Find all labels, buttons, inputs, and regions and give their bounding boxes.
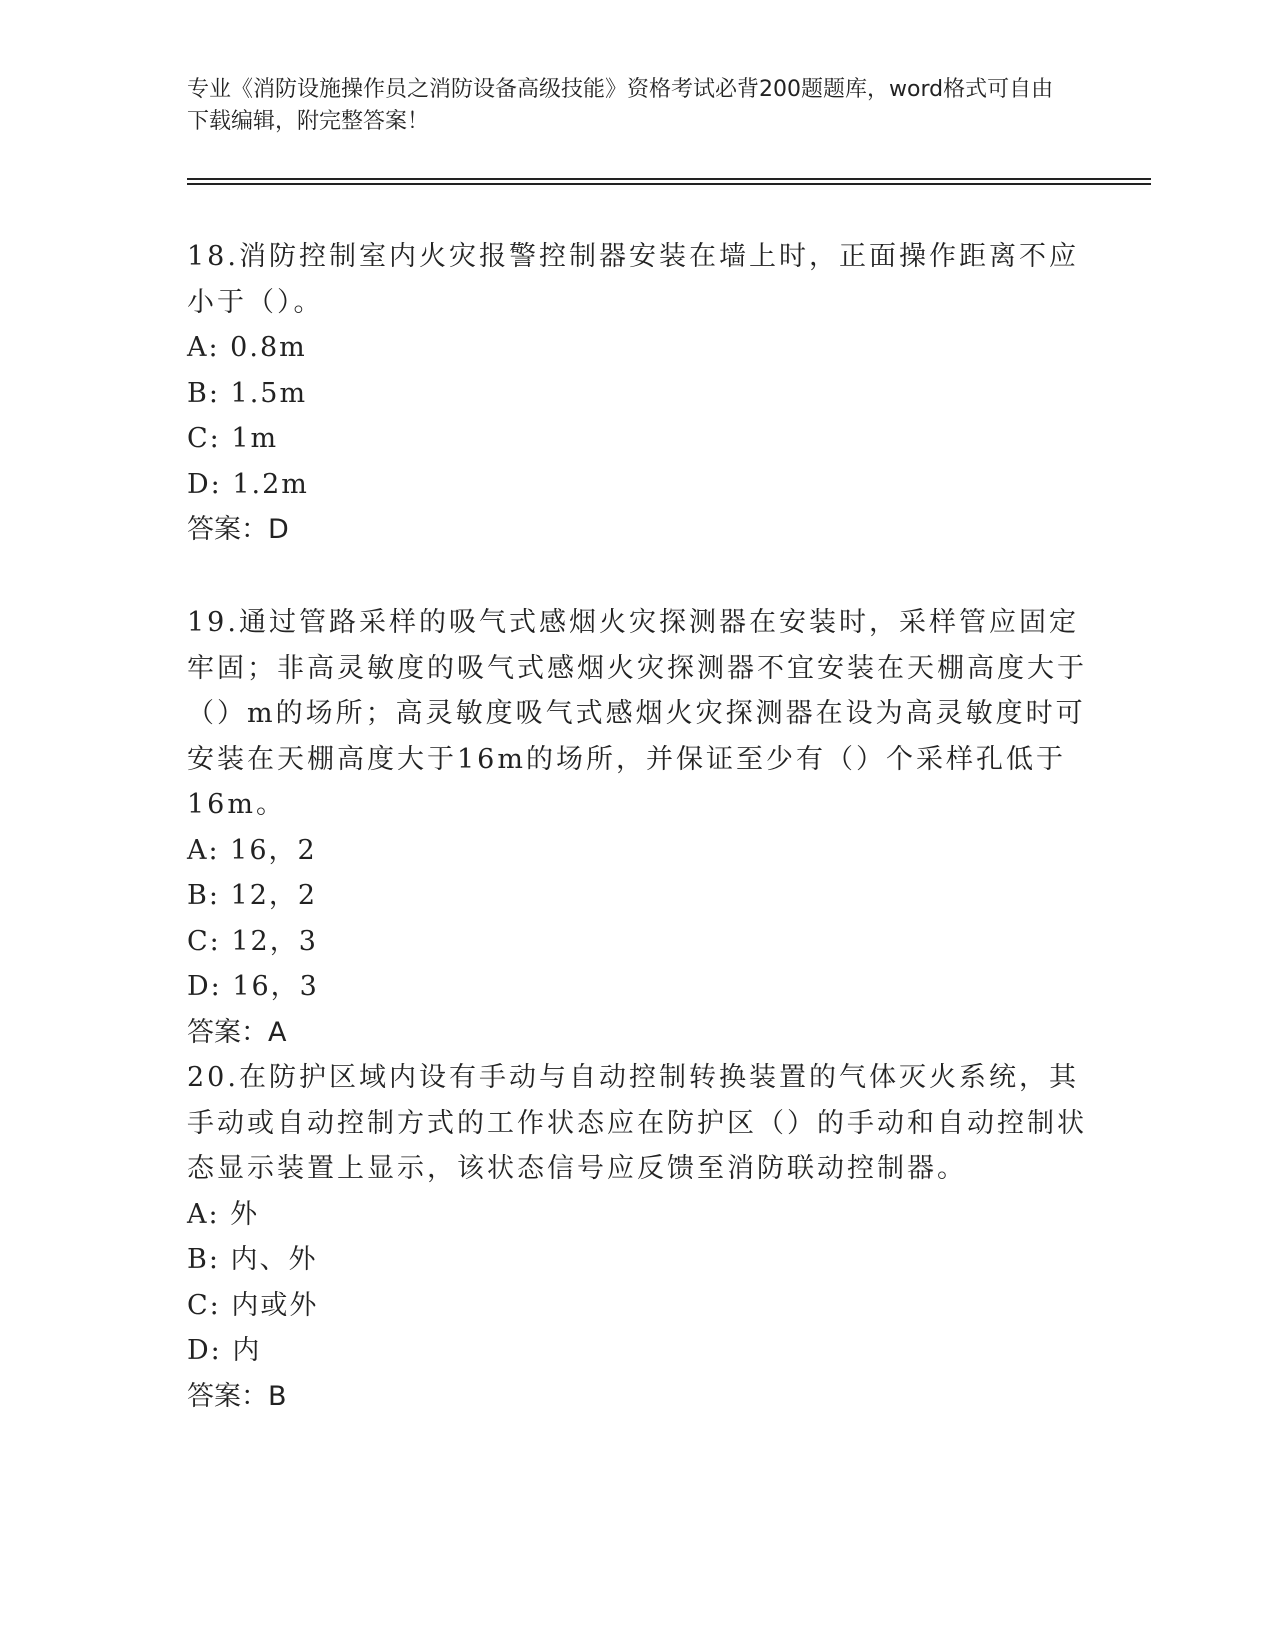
option-c: C: 内或外 (187, 1289, 319, 1321)
option-d: D: 16，3 (187, 971, 319, 1002)
option-a: A: 16，2 (187, 834, 317, 866)
question-text: 19.通过管路采样的吸气式感烟火灾探测器在安装时，采样管应固定牢固；非高灵敏度的吸气式感烟火灾探测器不宜安装在天棚高度大于（）m的场所；高灵敏度吸气式感烟火灾探测器在设为高灵敏度时可安装在天棚高度大于16m的场所，并保证至少有（）个采样孔低于16m。 (187, 607, 1087, 820)
option-b: B: 12，2 (187, 880, 318, 911)
answer: 答案：D (187, 514, 289, 545)
question-19 (187, 600, 1087, 1055)
option-c: C: 1m (187, 423, 279, 454)
option-d: D: 内 (187, 1335, 262, 1366)
option-b: B: 1.5m (187, 377, 308, 409)
document-header: 专业《消防设施操作员之消防设备高级技能》资格考试必背200题题库，word格式可自由下载编辑，附完整答案！ (187, 77, 1054, 134)
header-divider-bottom (187, 183, 1151, 185)
answer: 答案：B (187, 1380, 287, 1412)
option-d: D: 1.2m (187, 468, 309, 500)
answer: 答案：A (187, 1016, 287, 1048)
option-a: A: 0.8m (187, 332, 307, 363)
question-18 (187, 234, 1087, 553)
question-text: 20.在防护区域内设有手动与自动控制转换装置的气体灭火系统，其手动或自动控制方式的工作状态应在防护区（）的手动和自动控制状态显示装置上显示，该状态信号应反馈至消防联动控制器。 (187, 1062, 1087, 1184)
question-text: 18.消防控制室内火灾报警控制器安装在墙上时，正面操作距离不应小于（）。 (187, 241, 1079, 318)
option-a: A: 外 (187, 1198, 260, 1230)
option-c: C: 12，3 (187, 925, 318, 957)
question-20 (187, 1055, 1087, 1419)
option-b: B: 内、外 (187, 1244, 318, 1275)
header-divider-top (187, 178, 1151, 180)
